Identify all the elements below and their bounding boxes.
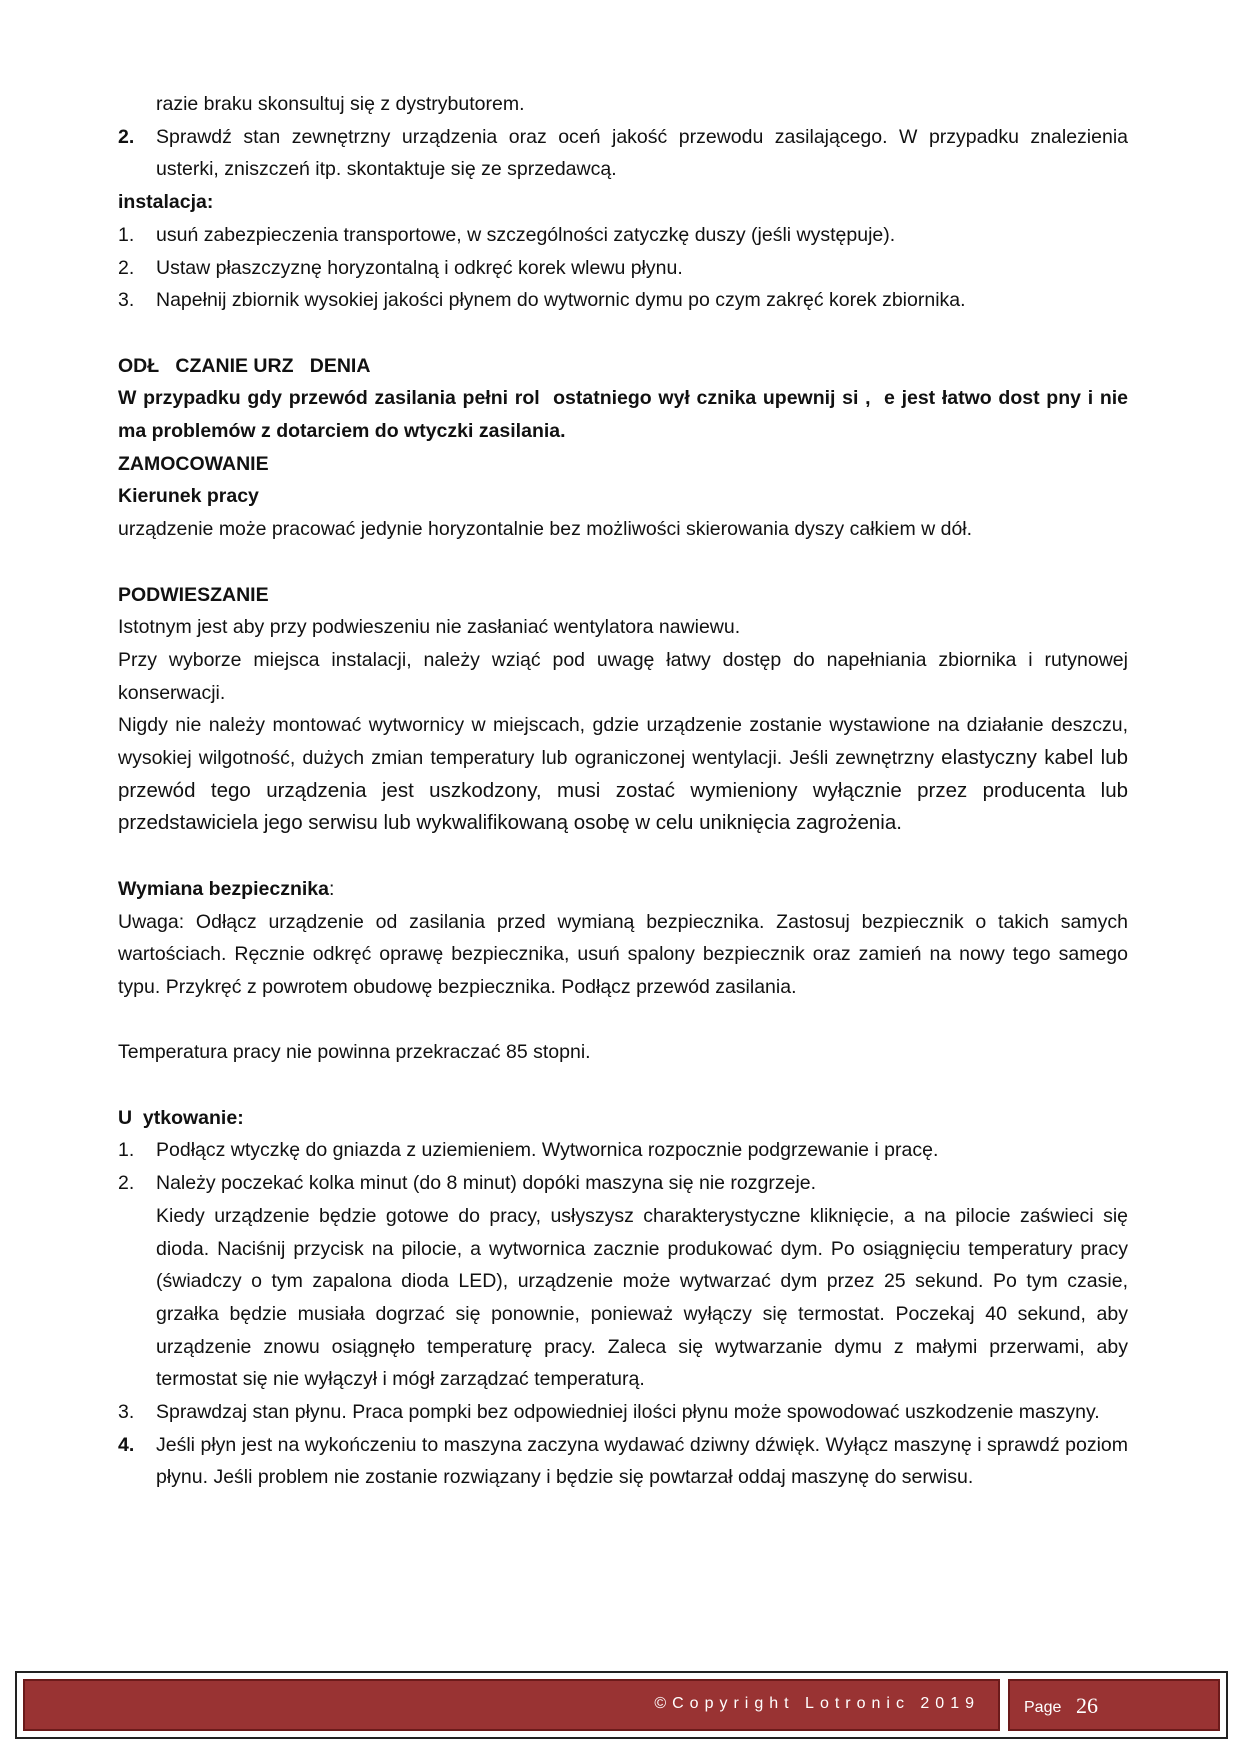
- list-item: [118, 121, 1128, 186]
- item-text: Podłącz wtyczkę do gniazda z uziemieniem. Wytwornica rozpocznie podgrzewanie i pracę.: [156, 1139, 939, 1162]
- hanging-paragraph: Istotnym jest aby przy podwieszeniu nie zasłaniać wentylatora nawiewu.: [118, 616, 741, 639]
- fuse-text: Uwaga: Odłącz urządzenie od zasilania przed wymianą bezpiecznika. Zastosuj bezpiecznik o takich samych wartościach. Ręcznie odkręć oprawę bezpiecznika, usuń spalony bezpiecznik oraz zamień na nowy tego samego typu. Przykręć z powrotem obudowę bezpiecznika. Podłącz przewód zasilania.: [118, 910, 1128, 998]
- list-item: [118, 1429, 1128, 1494]
- spacer: [118, 840, 1128, 873]
- list-item: [118, 219, 1128, 252]
- hanging-text: Nigdy nie należy montować wytwornicy w miejscach, gdzie urządzenie zostanie wystawione na działanie deszczu, wysokiej wilgotność, dużych zmian temperatury lub ograniczonej wentylacji. Jeśli zewnętrzny: [118, 714, 1128, 770]
- item-text: usuń zabezpieczenia transportowe, w szczególności zatyczkę duszy (jeśli występuje).: [156, 223, 896, 246]
- fuse-heading: Wymiana bezpiecznika: [118, 877, 329, 900]
- list-item: [118, 1396, 1128, 1429]
- item-number: 2.: [118, 1172, 135, 1195]
- footer-bar: [23, 1679, 1000, 1731]
- list-item: [118, 1134, 1128, 1167]
- page-label: Page: [1024, 1699, 1062, 1716]
- disconnect-heading: ODŁ CZANIE URZ DENIA: [118, 354, 371, 377]
- item-text: Jeśli płyn jest na wykończeniu to maszyna zaczyna wydawać dziwny dźwięk. Wyłącz maszynę i sprawdź poziom płynu. Jeśli problem nie zostanie rozwiązany i będzie się powtarzał oddaj maszynę do serwisu.: [156, 1433, 1128, 1489]
- item-number: 1.: [118, 1139, 135, 1162]
- item-number: 2.: [118, 256, 135, 279]
- temperature-note: Temperatura pracy nie powinna przekraczać 85 stopni.: [118, 1041, 591, 1064]
- list-item: [118, 284, 1128, 317]
- fuse-colon: :: [328, 877, 335, 900]
- page-number: 26: [1076, 1693, 1098, 1718]
- item-continuation: Kiedy urządzenie będzie gotowe do pracy, usłyszysz charakterystyczne kliknięcie, a na pilocie zaświeci się dioda. Naciśnij przycisk na pilocie, a wytwornica zacznie produkować dym. Po osiągnięciu temperatury pracy (świadczy o tym zapalona dioda LED), urządzenie może wytwarzać dym przez 25 sekund. Po tym czasie, grzałka będzie musiała dogrzać się ponownie, ponieważ wyłączy się termostat. Poczekaj 40 sekund, aby urządzenie znowu osiągnęło temperaturę pracy. Zaleca się wytwarzanie dymu z małymi przerwami, aby termostat się nie wyłączył i mógł zarządzać temperaturą.: [156, 1204, 1128, 1391]
- item-number: 3.: [118, 1401, 135, 1424]
- page-content: [118, 88, 1134, 1494]
- mounting-text: urządzenie może pracować jedynie horyzontalnie bez możliwości skierowania dyszy całkiem w dół.: [118, 518, 973, 541]
- disconnect-text: W przypadku gdy przewód zasilania pełni rol ostatniego wył cznika upewnij si , e jest łatwo dost pny i nie ma problemów z dotarciem do wtyczki zasilania.: [118, 387, 1134, 443]
- hanging-paragraph: Przy wyborze miejsca instalacji, należy wziąć pod uwagę łatwy dostęp do napełniania zbiornika i rutynowej konserwacji.: [118, 648, 1128, 704]
- fuse-heading-line: [118, 873, 1128, 906]
- continued-line: razie braku skonsultuj się z dystrybutorem.: [156, 93, 525, 115]
- item-number: 1.: [118, 223, 135, 246]
- mounting-heading: ZAMOCOWANIE: [118, 452, 269, 475]
- item-text: Należy poczekać kolka minut (do 8 minut) dopóki maszyna się nie rozgrzeje.: [156, 1172, 817, 1195]
- hanging-text: elastyczny kabel lub przewód tego urządzenia jest uszkodzony, musi zostać wymieniony wyłącznie przez producenta lub przedstawiciela jego serwisu lub wykwalifikowaną osobę w celu uniknięcia zagrożenia.: [118, 746, 1128, 835]
- spacer: [118, 317, 1128, 350]
- spacer: [118, 1069, 1128, 1102]
- hanging-heading: PODWIESZANIE: [118, 583, 269, 606]
- mounting-subheading: Kierunek pracy: [118, 485, 259, 508]
- list-item: [118, 252, 1128, 285]
- spacer: [118, 546, 1128, 579]
- item-number: 4.: [118, 1433, 135, 1456]
- page-footer: [15, 1671, 1228, 1739]
- list-item: [118, 1167, 1128, 1200]
- installation-heading: instalacja:: [118, 191, 214, 214]
- page-number-box: [1008, 1679, 1220, 1731]
- item-number: 3.: [118, 289, 135, 312]
- hanging-paragraph: [118, 709, 1128, 840]
- item-number: 2.: [118, 125, 135, 148]
- item-text: Ustaw płaszczyznę horyzontalną i odkręć korek wlewu płynu.: [156, 256, 683, 279]
- usage-heading: U ytkowanie:: [118, 1106, 244, 1129]
- item-text: Sprawdzaj stan płynu. Praca pompki bez odpowiedniej ilości płynu może spowodować uszkodzenie maszyny.: [156, 1401, 1100, 1424]
- item-text: Napełnij zbiornik wysokiej jakości płynem do wytwornic dymu po czym zakręć korek zbiornika.: [156, 289, 966, 312]
- item-text: Sprawdź stan zewnętrzny urządzenia oraz oceń jakość przewodu zasilającego. W przypadku znalezienia usterki, zniszczeń itp. skontaktuje się ze sprzedawcą.: [156, 125, 1128, 181]
- spacer: [118, 1004, 1128, 1037]
- copyright-text: ©Copyright Lotronic 2019: [654, 1695, 980, 1712]
